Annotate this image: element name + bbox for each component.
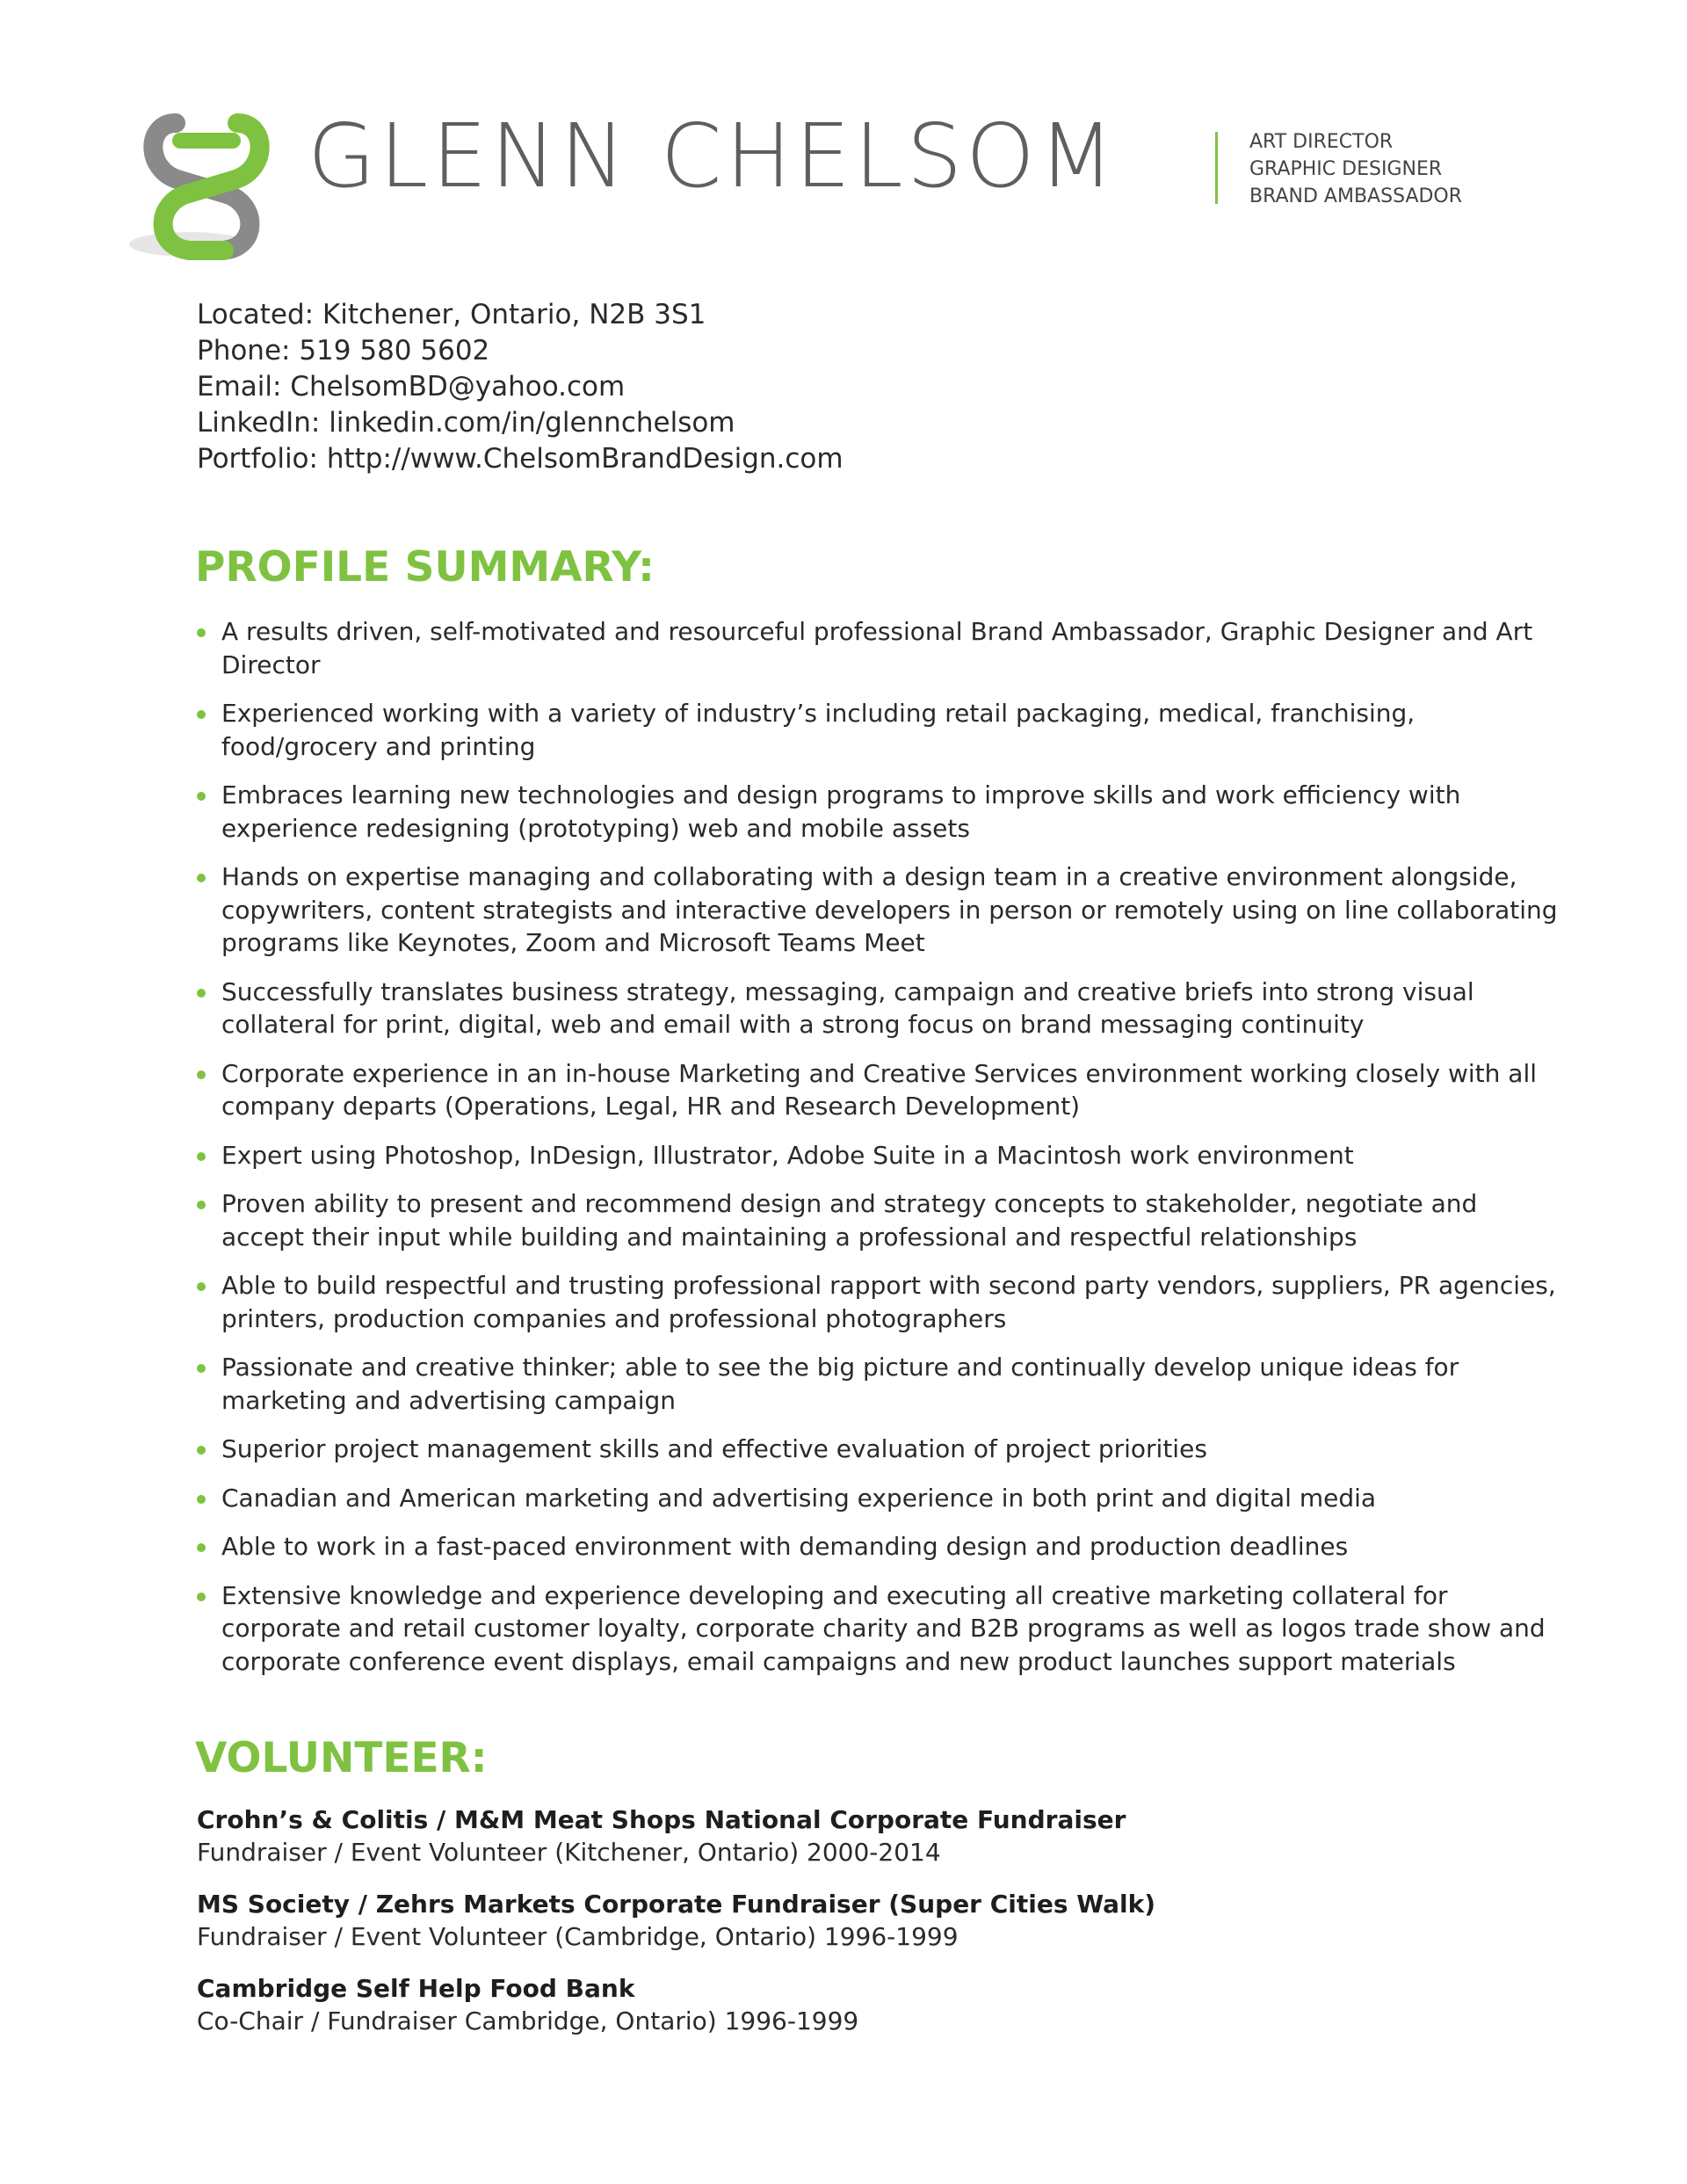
volunteer-organization: Cambridge Self Help Food Bank [197,1974,635,2003]
list-item: Hands on expertise managing and collaborating with a design team in a creative environment alongside, copywriters, content strategists and interactive developers in person or remotely using on line collaborating programs like Keynotes, Zoom and Microsoft Teams Meet [195,860,1566,960]
list-item: Canadian and American marketing and advertising experience in both print and digital media [195,1482,1566,1515]
list-item: Able to work in a fast-paced environment with demanding design and production deadlines [195,1530,1566,1564]
list-item: Able to build respectful and trusting professional rapport with second party vendors, suppliers, PR agencies, printers, production companies and professional photographers [195,1269,1566,1335]
volunteer-role: Co-Chair / Fundraiser Cambridge, Ontario) 1996-1999 [197,2006,859,2035]
profile-summary-heading: PROFILE SUMMARY: [195,543,655,591]
list-item: Passionate and creative thinker; able to see the big picture and continually develop unique ideas for marketing and advertising campaign [195,1351,1566,1417]
list-item: Expert using Photoshop, InDesign, Illustrator, Adobe Suite in a Macintosh work environment [195,1139,1566,1172]
list-item: Superior project management skills and effective evaluation of project priorities [195,1433,1566,1466]
volunteer-role: Fundraiser / Event Volunteer (Cambridge, Ontario) 1996-1999 [197,1922,959,1951]
list-item: Successfully translates business strategy, messaging, campaign and creative briefs into strong visual collateral for print, digital, web and email with a strong focus on brand messaging continuity [195,976,1566,1041]
volunteer-list [197,1803,1568,2057]
list-item: Corporate experience in an in-house Marketing and Creative Services environment working closely with all company departs (Operations, Legal, HR and Research Development) [195,1057,1566,1123]
list-item: Proven ability to present and recommend design and strategy concepts to stakeholder, negotiate and accept their input while building and maintaining a professional and respectful relationships [195,1187,1566,1253]
contact-location: Located: Kitchener, Ontario, N2B 3S1 [197,299,706,330]
volunteer-entry [197,1803,1568,1868]
contact-block [197,297,844,477]
list-item: Extensive knowledge and experience developing and executing all creative marketing collateral for corporate and retail customer loyalty, corporate charity and B2B programs as well as logos trade show and corporate conference event displays, email campaigns and new product launches support materials [195,1579,1566,1679]
job-title-brand-ambassador: BRAND AMBASSADOR [1249,185,1463,207]
candidate-name: GLENN CHELSOM [308,105,1119,207]
volunteer-entry [197,1972,1568,2037]
volunteer-organization: MS Society / Zehrs Markets Corporate Fundraiser (Super Cities Walk) [197,1890,1156,1919]
contact-portfolio[interactable]: Portfolio: http://www.ChelsomBrandDesign.com [197,443,844,475]
job-title-art-director: ART DIRECTOR [1249,131,1394,153]
contact-phone: Phone: 519 580 5602 [197,335,490,366]
contact-linkedin[interactable]: LinkedIn: linkedin.com/in/glennchelsom [197,407,735,439]
volunteer-entry [197,1888,1568,1953]
list-item: A results driven, self-motivated and resourceful professional Brand Ambassador, Graphic Designer and Art Director [195,615,1566,681]
list-item: Experienced working with a variety of industry’s including retail packaging, medical, franchising, food/grocery and printing [195,697,1566,763]
job-title-graphic-designer: GRAPHIC DESIGNER [1249,158,1443,180]
chelsom-logo-icon [127,105,290,268]
header-divider [1215,132,1218,204]
contact-email[interactable]: Email: ChelsomBD@yahoo.com [197,371,626,403]
volunteer-role: Fundraiser / Event Volunteer (Kitchener, Ontario) 2000-2014 [197,1838,941,1867]
profile-summary-list [195,615,1566,1694]
volunteer-organization: Crohn’s & Colitis / M&M Meat Shops National Corporate Fundraiser [197,1805,1126,1834]
job-titles [1249,128,1462,210]
volunteer-heading: VOLUNTEER: [195,1734,488,1782]
list-item: Embraces learning new technologies and design programs to improve skills and work efficiency with experience redesigning (prototyping) web and mobile assets [195,779,1566,845]
